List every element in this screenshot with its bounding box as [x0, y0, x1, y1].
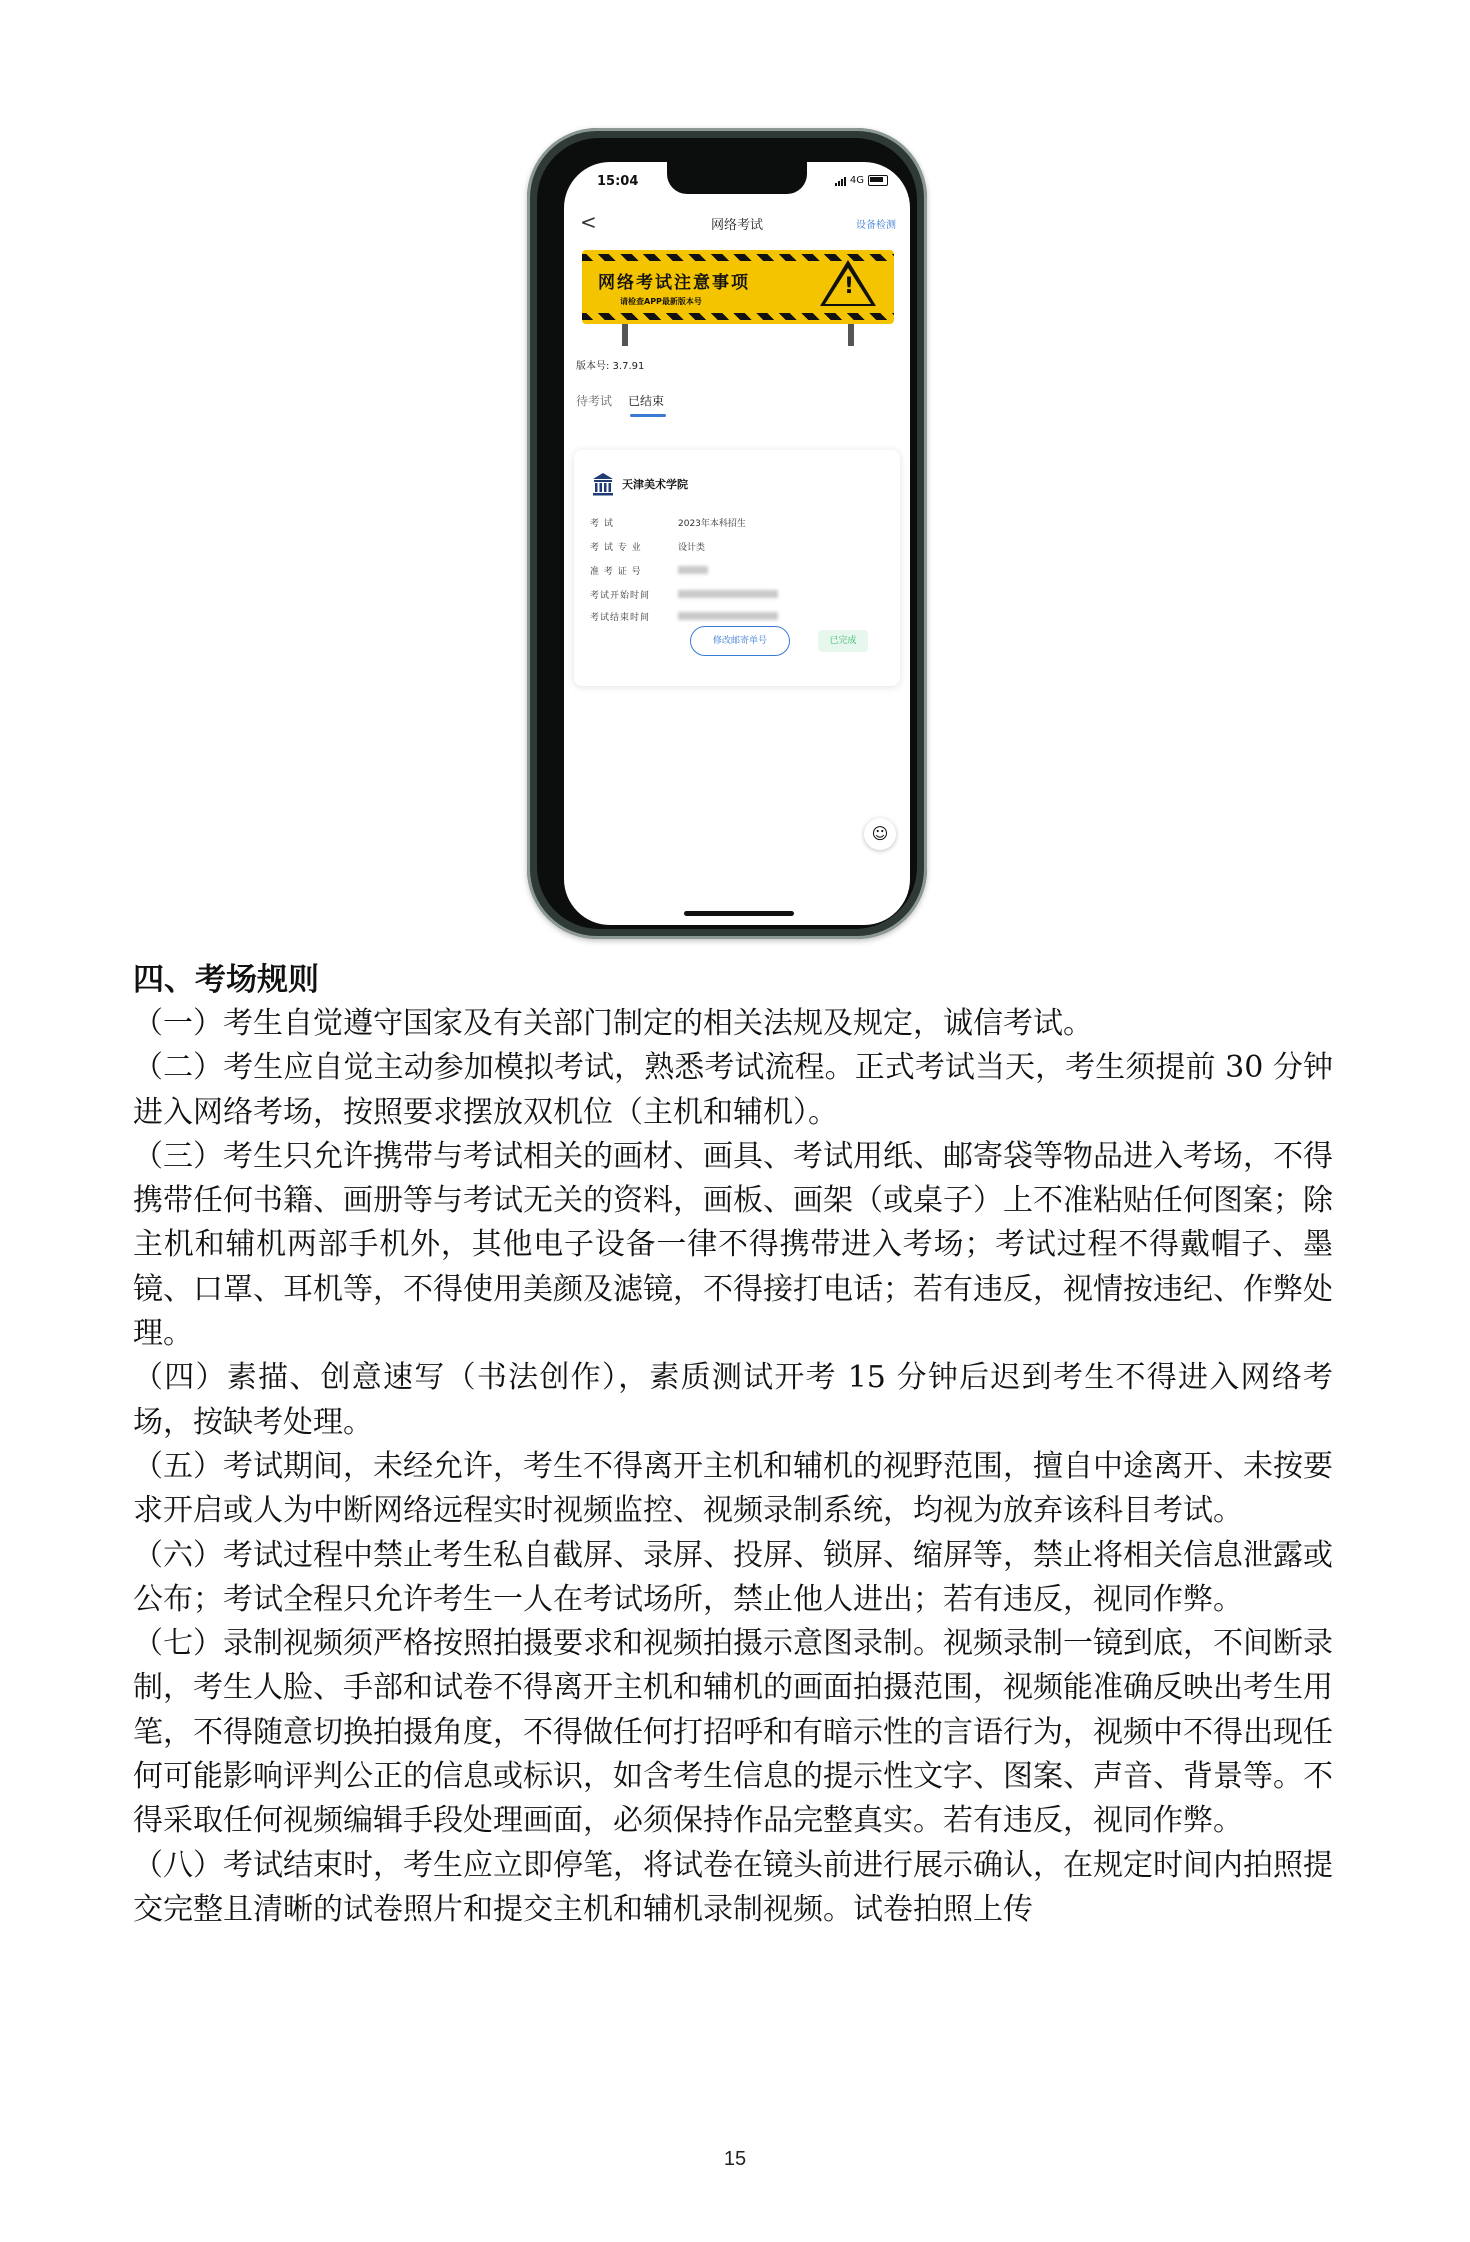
- info-row-ticket: [590, 564, 708, 577]
- home-indicator: [684, 911, 794, 916]
- rule-paragraph-2: （二）考生应自觉主动参加模拟考试，熟悉考试流程。正式考试当天，考生须提前 30 分钟进入网络考场，按照要求摆放双机位（主机和辅机）。: [133, 1050, 1333, 1130]
- rule-paragraph-6: （六）考试过程中禁止考生私自截屏、录屏、投屏、锁屏、缩屏等，禁止将相关信息泄露或公布；考试全程只允许考生一人在考试场所，禁止他人进出；若有违反，视同作弊。: [133, 1537, 1333, 1617]
- status-badge: 已完成: [818, 630, 868, 652]
- version-label: 版本号: 3.7.91: [576, 361, 645, 372]
- info-label: 考试结束时间: [590, 613, 651, 623]
- rule-paragraph-4: （四）素描、创意速写（书法创作），素质测试开考 15 分钟后迟到考生不得进入网络考场，按缺考处理。: [133, 1360, 1333, 1440]
- signal-icon: [835, 176, 846, 186]
- banner-board: [582, 250, 894, 324]
- rule-paragraph-3: （三）考生只允许携带与考试相关的画材、画具、考试用纸、邮寄袋等物品进入考场，不得携带任何书籍、画册等与考试无关的资料，画板、画架（或桌子）上不准粘贴任何图案；除主机和辅机两部手机外，其他电子设备一律不得携带进入考场；考试过程不得戴帽子、墨镜、口罩、耳机等，不得使用美颜及滤镜，不得接打电话；若有违反，视情按违纪、作弊处理。: [133, 1138, 1333, 1352]
- info-row-end: [590, 610, 778, 623]
- section-heading: 四、考场规则: [133, 962, 319, 998]
- nav-title: 网络考试: [710, 218, 763, 233]
- phone-mockup: [527, 128, 927, 939]
- info-row-start: [590, 588, 778, 601]
- blurred-value: [678, 612, 778, 620]
- document-body: [133, 958, 1333, 1932]
- blurred-value: [678, 566, 708, 574]
- banner-title: 网络考试注意事项: [598, 273, 750, 293]
- rule-paragraph-1: （一）考生自觉遵守国家及有关部门制定的相关法规及规定，诚信考试。: [133, 1006, 1093, 1041]
- phone-notch: [667, 162, 807, 194]
- info-row-exam: [590, 516, 746, 529]
- info-value: 2023年本科招生: [678, 519, 746, 529]
- info-label: 考 试: [590, 519, 614, 529]
- device-check-link[interactable]: 设备检测: [856, 220, 896, 231]
- school-building-icon: [592, 472, 614, 496]
- tab-pending[interactable]: 待考试: [576, 394, 613, 408]
- banner-subtitle: 请检查APP最新版本号: [620, 297, 702, 306]
- info-label: 考试开始时间: [590, 591, 651, 601]
- rule-paragraph-5: （五）考试期间，未经允许，考生不得离开主机和辅机的视野范围，擅自中途离开、未按要求开启或人为中断网络远程实时视频监控、视频录制系统，均视为放弃该科目考试。: [133, 1448, 1333, 1529]
- rule-paragraph-8: （八）考试结束时，考生应立即停笔，将试卷在镜头前进行展示确认，在规定时间内拍照提交完整且清晰的试卷照片和提交主机和辅机录制视频。试卷拍照上传: [133, 1847, 1333, 1927]
- page-number: 15: [723, 2148, 747, 2170]
- tab-finished-label: 已结束: [628, 394, 665, 408]
- back-icon[interactable]: <: [580, 210, 597, 234]
- status-bar-right: [835, 175, 888, 186]
- status-time: 15:04: [597, 174, 639, 189]
- phone-screen: [564, 162, 910, 925]
- exam-card[interactable]: [574, 450, 900, 686]
- notice-banner[interactable]: [582, 250, 894, 336]
- customer-service-icon[interactable]: ☺: [864, 818, 896, 850]
- modify-tracking-button[interactable]: 修改邮寄单号: [690, 626, 790, 656]
- info-row-major: [590, 540, 705, 553]
- network-label: 4G: [849, 175, 864, 186]
- tab-active-indicator: [630, 414, 666, 417]
- banner-stripe-bottom: [582, 313, 894, 320]
- school-name: 天津美术学院: [622, 478, 688, 491]
- phone-bezel: [537, 138, 917, 929]
- rule-paragraph-7: （七）录制视频须严格按照拍摄要求和视频拍摄示意图录制。视频录制一镜到底，不间断录制，考生人脸、手部和试卷不得离开主机和辅机的画面拍摄范围，视频能准确反映出考生用笔，不得随意切换拍摄角度，不得做任何打招呼和有暗示性的言语行为，视频中不得出现任何可能影响评判公正的信息或标识，如含考生信息的提示性文字、图案、声音、背景等。不得采取任何视频编辑手段处理画面，必须保持作品完整真实。若有违反，视同作弊。: [133, 1626, 1333, 1839]
- tab-finished[interactable]: [628, 392, 664, 409]
- info-label: 准 考 证 号: [590, 567, 642, 577]
- info-value: 设计类: [678, 543, 706, 553]
- warning-exclamation-icon: !: [843, 274, 854, 299]
- battery-icon: [868, 175, 888, 186]
- blurred-value: [678, 590, 778, 598]
- info-label: 考 试 专 业: [590, 543, 642, 553]
- exam-tabs: [576, 392, 664, 409]
